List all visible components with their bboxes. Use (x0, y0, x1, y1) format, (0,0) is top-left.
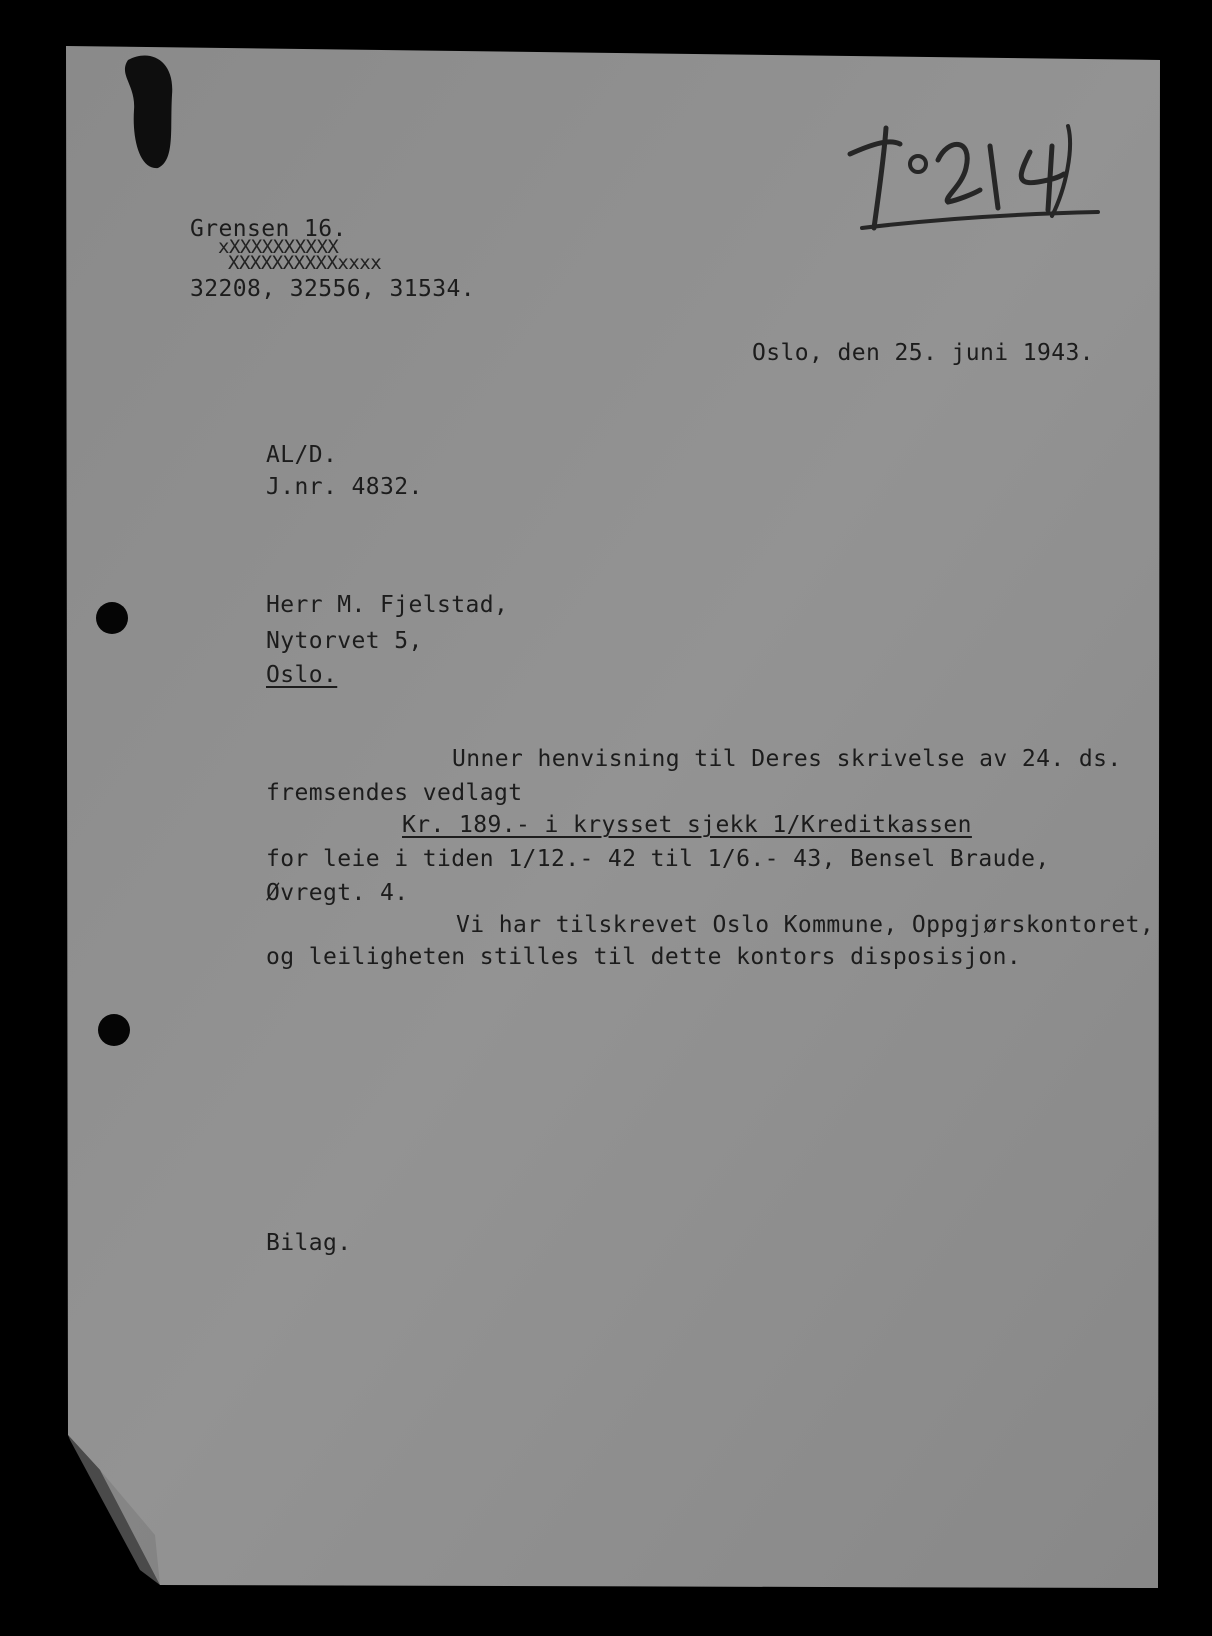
reference-initials: AL/D. (266, 442, 338, 468)
body-line-7: og leiligheten stilles til dette kontors disposisjon. (266, 944, 1022, 970)
body-line-1: Unner henvisning til Deres skrivelse av 24. ds. (452, 746, 1122, 772)
body-line-4: for leie i tiden 1/12.- 42 til 1/6.- 43, Bensel Braude, (266, 846, 1050, 872)
recipient-city: Oslo. (266, 662, 338, 688)
recipient-street: Nytorvet 5, (266, 628, 423, 654)
body-amount-line: Kr. 189.- i krysset sjekk 1/Kreditkassen (402, 812, 972, 838)
handwritten-number-mark (838, 98, 1118, 248)
body-line-2: fremsendes vedlagt (266, 780, 523, 806)
punch-hole-lower (98, 1014, 130, 1046)
recipient-name: Herr M. Fjelstad, (266, 592, 509, 618)
enclosure-label: Bilag. (266, 1230, 352, 1256)
letterhead-crossed-out-2: XXXXXXXXXXxxxx (228, 252, 382, 274)
date-line: Oslo, den 25. juni 1943. (752, 340, 1094, 366)
letterhead-phone-numbers: 32208, 32556, 31534. (190, 276, 475, 302)
punch-hole-upper (96, 602, 128, 634)
journal-number: J.nr. 4832. (266, 474, 423, 500)
body-line-5: Øvregt. 4. (266, 880, 409, 906)
body-line-6: Vi har tilskrevet Oslo Kommune, Oppgjørskontoret, (456, 912, 1155, 938)
letterhead-address: Grensen 16. (190, 216, 347, 242)
letterhead-crossed-out-1: xXXXXXXXXXX (218, 236, 339, 258)
